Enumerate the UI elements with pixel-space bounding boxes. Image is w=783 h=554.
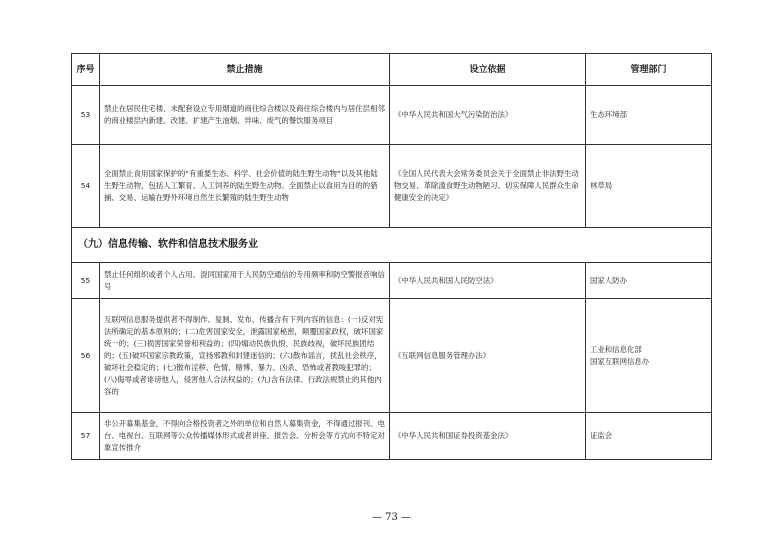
dept-line: 工业和信息化部 bbox=[590, 344, 642, 354]
header-no: 序号 bbox=[72, 54, 100, 86]
row-basis: 《中华人民共和国人民防空法》 bbox=[390, 263, 586, 299]
row-no: 56 bbox=[72, 299, 100, 413]
row-dept bbox=[586, 299, 712, 413]
table-row bbox=[72, 145, 712, 228]
row-no: 54 bbox=[72, 145, 100, 228]
section-heading: （九）信息传输、软件和信息技术服务业 bbox=[72, 228, 712, 263]
row-basis: 《中华人民共和国证券投资基金法》 bbox=[390, 413, 586, 460]
header-measure: 禁止措施 bbox=[100, 54, 390, 86]
row-dept: 林草局 bbox=[586, 145, 712, 228]
dept-line: 国家互联网信息办 bbox=[590, 356, 650, 366]
header-dept: 管理部门 bbox=[586, 54, 712, 86]
row-no: 53 bbox=[72, 86, 100, 145]
page-number: — 73 — bbox=[371, 512, 412, 523]
table-header-row bbox=[72, 54, 712, 86]
row-measure: 全面禁止食用国家保护的“有重要生态、科学、社会价值的陆生野生动物”以及其他陆生野生动物，包括人工繁育、人工饲养的陆生野生动物。全面禁止以食用为目的的猎捕、交易、运输在野外环境自然生长繁殖的陆生野生动物 bbox=[100, 145, 390, 228]
regulation-table-container bbox=[71, 53, 711, 460]
row-measure: 禁止在居民住宅楼、未配套设立专用烟道的商住综合楼以及商住综合楼内与居住层相邻的商业楼层内新建、改建、扩建产生油烟、异味、废气的餐饮服务项目 bbox=[100, 86, 390, 145]
row-no: 55 bbox=[72, 263, 100, 299]
table-row bbox=[72, 299, 712, 413]
table-row bbox=[72, 263, 712, 299]
row-dept: 国家人防办 bbox=[586, 263, 712, 299]
section-row bbox=[72, 228, 712, 263]
row-basis: 《互联网信息服务管理办法》 bbox=[390, 299, 586, 413]
row-measure: 互联网信息服务提供者不得制作、复制、发布、传播含有下列内容的信息：(一)反对宪法所确定的基本原则的；(二)危害国家安全，泄露国家秘密，颠覆国家政权，破坏国家统一的；(三)损害国家荣誉和利益的；(四)煽动民族仇恨、民族歧视，破坏民族团结的；(五)破坏国家宗教政策，宣扬邪教和封建迷信的；(六)散布谣言，扰乱社会秩序，破坏社会稳定的；(七)散布淫秽、色情、赌博、暴力、凶杀、恐怖或者教唆犯罪的；(八)侮辱或者诽谤他人，侵害他人合法权益的；(九)含有法律、行政法规禁止的其他内容的 bbox=[100, 299, 390, 413]
header-basis: 设立依据 bbox=[390, 54, 586, 86]
table-row bbox=[72, 86, 712, 145]
row-measure: 非公开募集基金，不得向合格投资者之外的单位和自然人募集资金，不得通过报刊、电台、电视台、互联网等公众传播媒体形式或者讲座、报告会、分析会等方式向不特定对象宣传推介 bbox=[100, 413, 390, 460]
row-measure: 禁止任何组织或者个人占用、混同国家用于人民防空通信的专用频率和防空警报音响信号 bbox=[100, 263, 390, 299]
row-dept: 生态环境部 bbox=[586, 86, 712, 145]
row-no: 57 bbox=[72, 413, 100, 460]
row-basis: 《全国人民代表大会常务委员会关于全面禁止非法野生动物交易、革除滥食野生动物陋习、切实保障人民群众生命健康安全的决定》 bbox=[390, 145, 586, 228]
table-row bbox=[72, 413, 712, 460]
row-basis: 《中华人民共和国大气污染防治法》 bbox=[390, 86, 586, 145]
prohibition-table bbox=[71, 53, 712, 460]
row-dept: 证监会 bbox=[586, 413, 712, 460]
